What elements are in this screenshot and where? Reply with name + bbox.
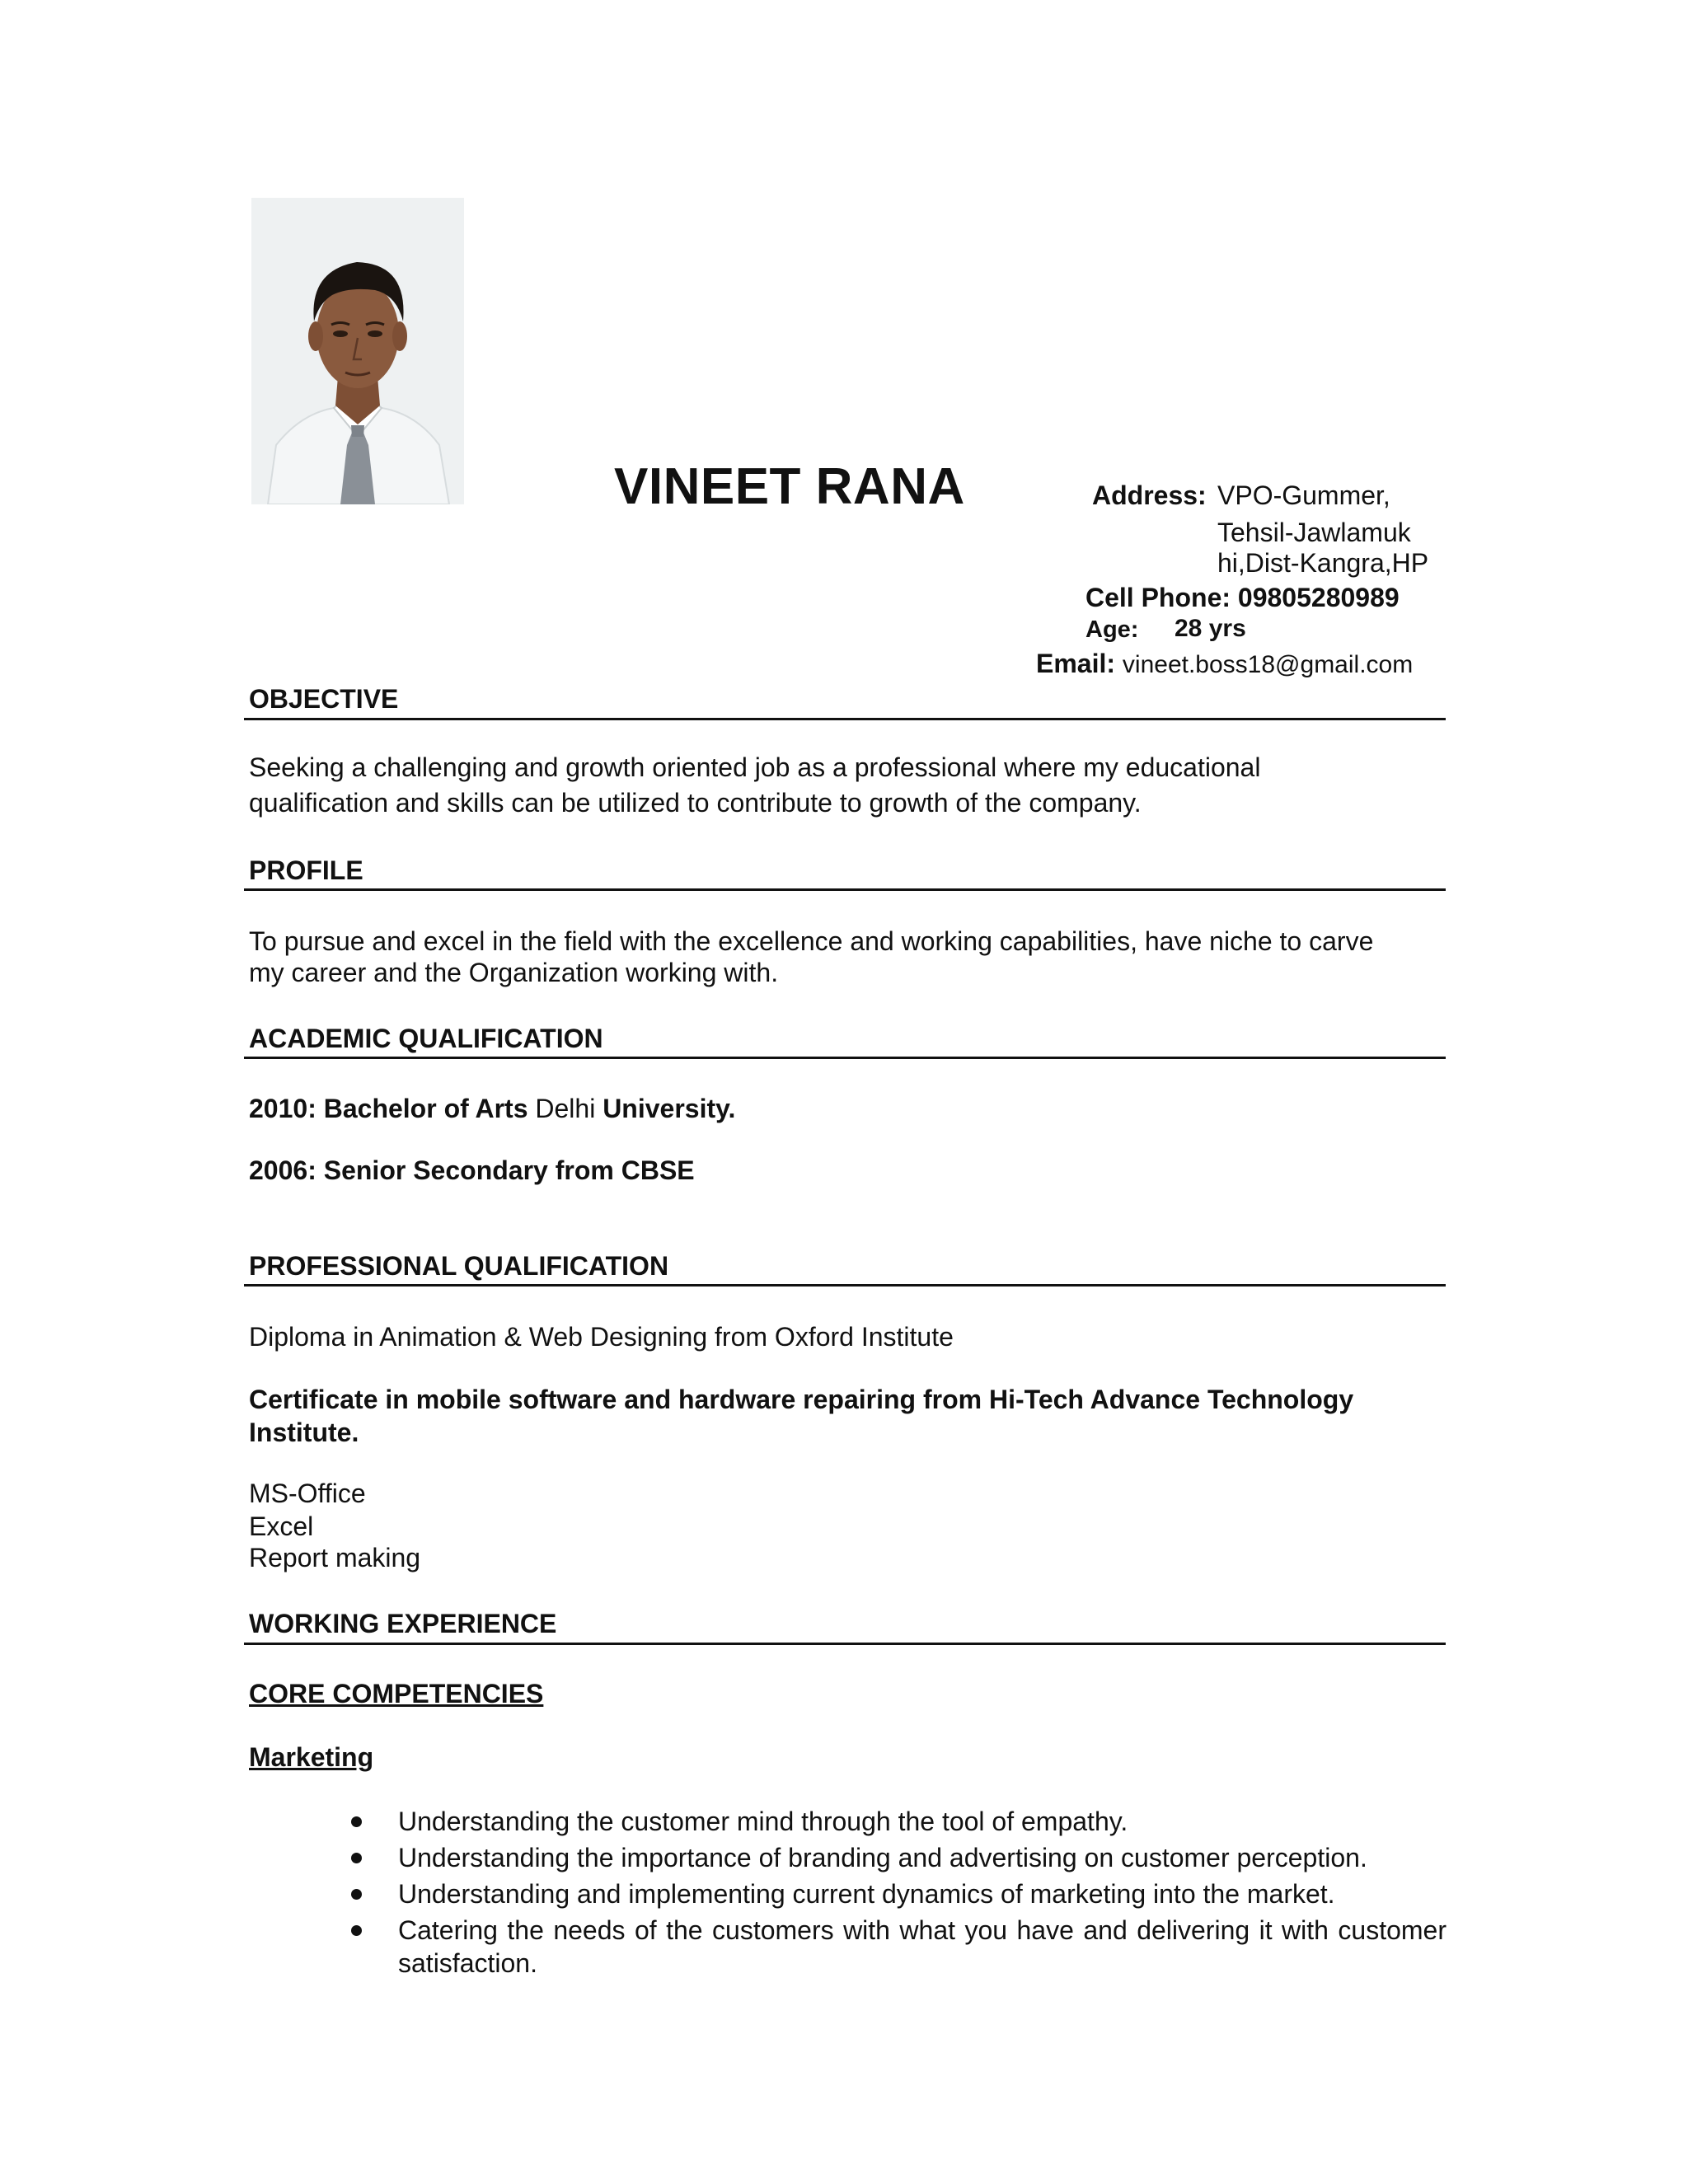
email-value[interactable]: vineet.boss18@gmail.com — [1122, 651, 1414, 678]
list-item: Understanding and implementing current dynamics of marketing into the market. — [346, 1877, 1447, 1910]
list-item: Catering the needs of the customers with what you have and delivering it with customer satisfaction. — [346, 1914, 1447, 1980]
objective-line-2: qualification and skills can be utilized to contribute to growth of the company. — [249, 788, 1142, 818]
address-label: Address: — [1092, 480, 1207, 510]
objective-heading: OBJECTIVE — [249, 684, 399, 714]
email-label: Email: — [1036, 649, 1116, 678]
section-divider — [244, 1643, 1446, 1645]
diploma-line: Diploma in Animation & Web Designing from Oxford Institute — [249, 1322, 954, 1352]
academic-item-2: 2006: Senior Secondary from CBSE — [249, 1155, 695, 1185]
bullet-icon — [351, 1853, 362, 1863]
section-divider — [244, 1284, 1446, 1286]
cell-phone-value: 09805280989 — [1237, 583, 1400, 612]
academic-item-1: 2010: Bachelor of Arts Delhi University. — [249, 1094, 736, 1123]
certificate-line-1: Certificate in mobile software and hardware repairing from Hi-Tech Advance Technology — [249, 1385, 1354, 1414]
address-line-3: hi,Dist-Kangra,HP — [1217, 548, 1429, 578]
list-item: Understanding the importance of branding and advertising on customer perception. — [346, 1841, 1447, 1874]
skill-item: Excel — [249, 1511, 314, 1541]
skill-item: MS-Office — [249, 1479, 366, 1508]
profile-line-2: my career and the Organization working with. — [249, 958, 779, 987]
bullet-icon — [351, 1889, 362, 1900]
marketing-subheading: Marketing — [249, 1742, 374, 1772]
section-divider — [244, 1057, 1446, 1059]
certificate-line-2: Institute. — [249, 1418, 359, 1447]
profile-photo — [251, 198, 464, 504]
experience-heading: WORKING EXPERIENCE — [249, 1609, 557, 1638]
age-value: 28 yrs — [1175, 615, 1246, 642]
cell-phone — [1085, 583, 1400, 613]
candidate-name: VINEET RANA — [614, 458, 965, 515]
skill-item: Report making — [249, 1543, 421, 1572]
section-divider — [244, 718, 1446, 720]
professional-heading: PROFESSIONAL QUALIFICATION — [249, 1251, 669, 1281]
bullet-icon — [351, 1925, 362, 1936]
age-label: Age: — [1085, 616, 1139, 643]
cell-phone-label: Cell Phone: — [1085, 583, 1231, 612]
competencies-heading: CORE COMPETENCIES — [249, 1679, 544, 1708]
competency-list — [346, 1805, 1447, 1983]
section-divider — [244, 888, 1446, 891]
academic-heading: ACADEMIC QUALIFICATION — [249, 1024, 603, 1053]
list-item: Understanding the customer mind through the tool of empathy. — [346, 1805, 1447, 1838]
portrait-image — [251, 198, 464, 504]
address-line-1: VPO-Gummer, — [1217, 480, 1390, 510]
objective-line-1: Seeking a challenging and growth oriented job as a professional where my educational — [249, 752, 1261, 782]
profile-heading: PROFILE — [249, 855, 363, 885]
address-line-2: Tehsil-Jawlamuk — [1217, 518, 1411, 547]
email — [1036, 649, 1413, 679]
bullet-icon — [351, 1816, 362, 1827]
profile-line-1: To pursue and excel in the field with the excellence and working capabilities, have niche to carve — [249, 926, 1374, 956]
